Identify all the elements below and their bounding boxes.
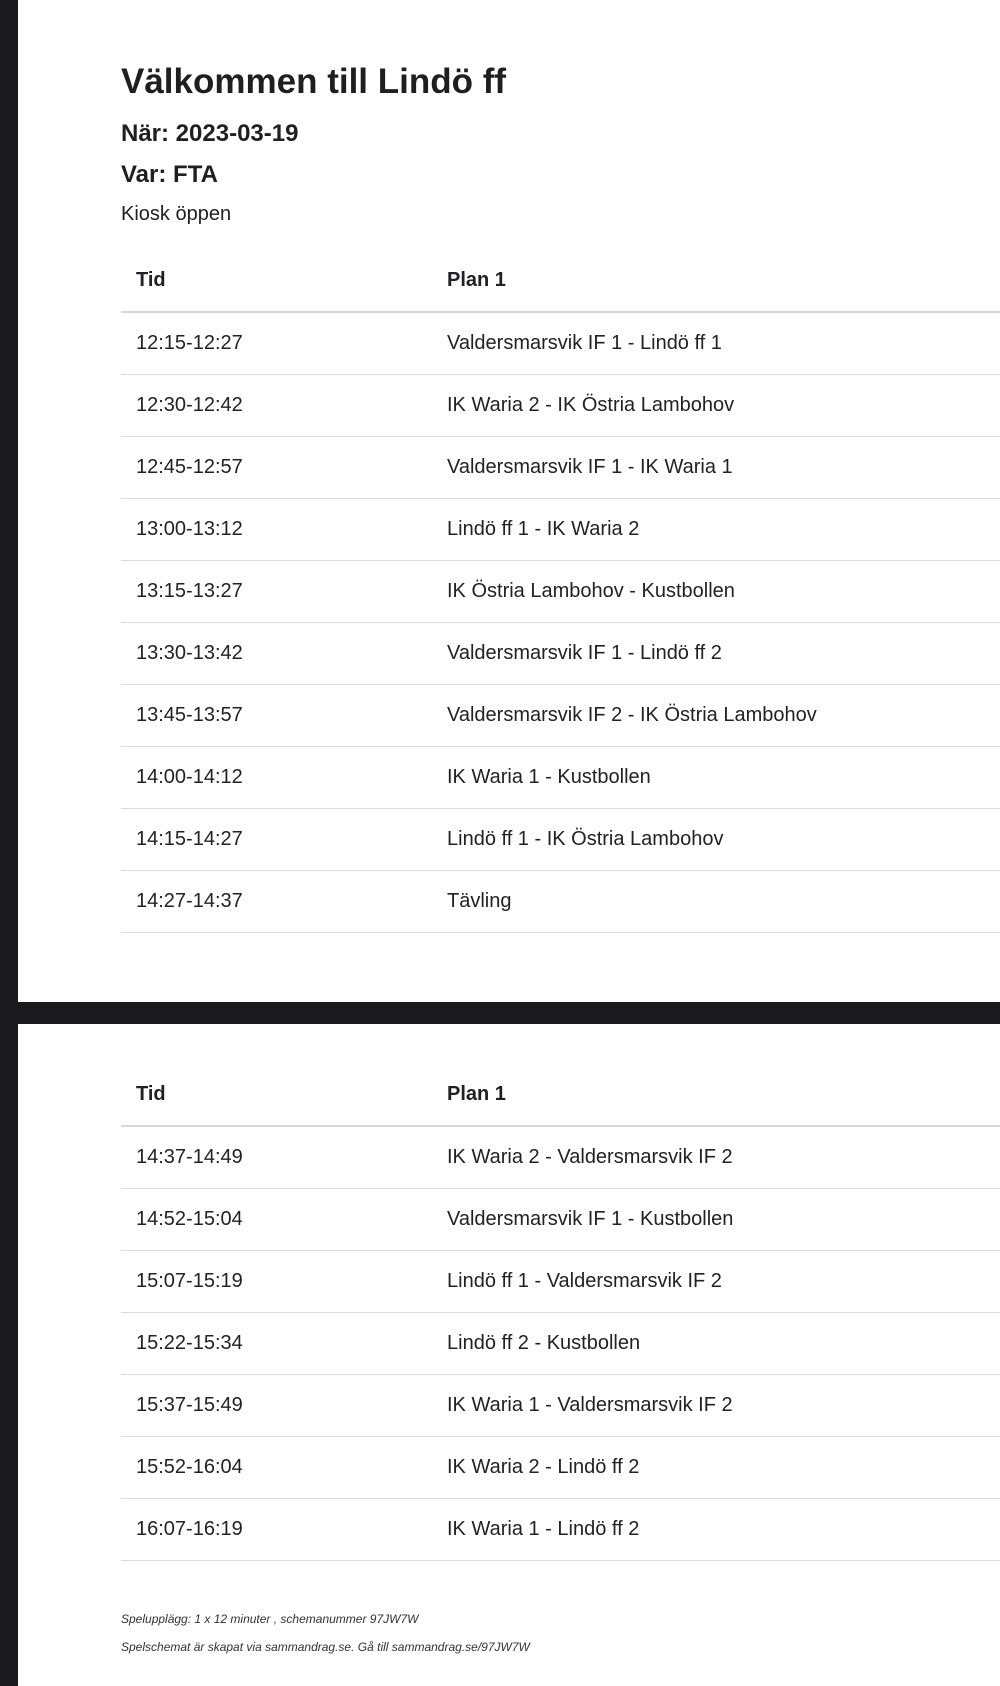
table-row bbox=[121, 1313, 1000, 1375]
table-row bbox=[121, 499, 1000, 561]
match-time: 16:07-16:19 bbox=[121, 1499, 432, 1561]
match-teams: IK Waria 2 - Lindö ff 2 bbox=[432, 1437, 1000, 1499]
table-row bbox=[121, 312, 1000, 375]
match-time: 14:37-14:49 bbox=[121, 1126, 432, 1189]
schedule-page-1 bbox=[18, 0, 1000, 1002]
match-teams: Valdersmarsvik IF 1 - Lindö ff 2 bbox=[432, 623, 1000, 685]
table-row bbox=[121, 1126, 1000, 1189]
column-header-field: Plan 1 bbox=[432, 1064, 1000, 1126]
match-teams: Valdersmarsvik IF 2 - IK Östria Lambohov bbox=[432, 685, 1000, 747]
schedule-table-2 bbox=[121, 1064, 1000, 1561]
table-row bbox=[121, 623, 1000, 685]
match-time: 12:30-12:42 bbox=[121, 375, 432, 437]
table-row bbox=[121, 437, 1000, 499]
schedule-page-2 bbox=[18, 1024, 1000, 1686]
match-teams: Valdersmarsvik IF 1 - IK Waria 1 bbox=[432, 437, 1000, 499]
table-header-row bbox=[121, 250, 1000, 312]
table-row bbox=[121, 871, 1000, 933]
match-time: 15:37-15:49 bbox=[121, 1375, 432, 1437]
match-teams: Lindö ff 1 - IK Östria Lambohov bbox=[432, 809, 1000, 871]
match-time: 14:27-14:37 bbox=[121, 871, 432, 933]
footer-credit-note: Spelschemat är skapat via sammandrag.se. Gå till sammandrag.se/97JW7W bbox=[121, 1640, 530, 1654]
match-teams: IK Waria 2 - Valdersmarsvik IF 2 bbox=[432, 1126, 1000, 1189]
match-time: 14:00-14:12 bbox=[121, 747, 432, 809]
match-teams: IK Östria Lambohov - Kustbollen bbox=[432, 561, 1000, 623]
match-teams: Valdersmarsvik IF 1 - Lindö ff 1 bbox=[432, 312, 1000, 375]
column-header-time: Tid bbox=[121, 250, 432, 312]
table-row bbox=[121, 375, 1000, 437]
table-row bbox=[121, 809, 1000, 871]
match-time: 14:15-14:27 bbox=[121, 809, 432, 871]
schedule-table-1 bbox=[121, 250, 1000, 933]
table-row bbox=[121, 685, 1000, 747]
footer-format-note: Spelupplägg: 1 x 12 minuter , schemanummer 97JW7W bbox=[121, 1612, 419, 1626]
match-time: 13:15-13:27 bbox=[121, 561, 432, 623]
match-teams: IK Waria 1 - Valdersmarsvik IF 2 bbox=[432, 1375, 1000, 1437]
table-row bbox=[121, 561, 1000, 623]
table-row bbox=[121, 1499, 1000, 1561]
match-time: 15:22-15:34 bbox=[121, 1313, 432, 1375]
column-header-time: Tid bbox=[121, 1064, 432, 1126]
table-row bbox=[121, 747, 1000, 809]
table-header-row bbox=[121, 1064, 1000, 1126]
match-teams: Lindö ff 1 - Valdersmarsvik IF 2 bbox=[432, 1251, 1000, 1313]
match-time: 13:00-13:12 bbox=[121, 499, 432, 561]
match-time: 13:30-13:42 bbox=[121, 623, 432, 685]
match-teams: IK Waria 1 - Kustbollen bbox=[432, 747, 1000, 809]
match-teams: IK Waria 2 - IK Östria Lambohov bbox=[432, 375, 1000, 437]
match-time: 15:07-15:19 bbox=[121, 1251, 432, 1313]
match-time: 12:45-12:57 bbox=[121, 437, 432, 499]
table-row bbox=[121, 1251, 1000, 1313]
match-time: 15:52-16:04 bbox=[121, 1437, 432, 1499]
match-teams: Valdersmarsvik IF 1 - Kustbollen bbox=[432, 1189, 1000, 1251]
table-row bbox=[121, 1437, 1000, 1499]
match-teams: Tävling bbox=[432, 871, 1000, 933]
column-header-field: Plan 1 bbox=[432, 250, 1000, 312]
match-time: 12:15-12:27 bbox=[121, 312, 432, 375]
event-date: När: 2023-03-19 bbox=[121, 120, 299, 147]
match-time: 14:52-15:04 bbox=[121, 1189, 432, 1251]
table-row bbox=[121, 1189, 1000, 1251]
table-row bbox=[121, 1375, 1000, 1437]
match-teams: IK Waria 1 - Lindö ff 2 bbox=[432, 1499, 1000, 1561]
match-teams: Lindö ff 2 - Kustbollen bbox=[432, 1313, 1000, 1375]
match-teams: Lindö ff 1 - IK Waria 2 bbox=[432, 499, 1000, 561]
event-location: Var: FTA bbox=[121, 161, 218, 188]
match-time: 13:45-13:57 bbox=[121, 685, 432, 747]
page-title: Välkommen till Lindö ff bbox=[121, 62, 507, 101]
kiosk-status: Kiosk öppen bbox=[121, 203, 232, 225]
